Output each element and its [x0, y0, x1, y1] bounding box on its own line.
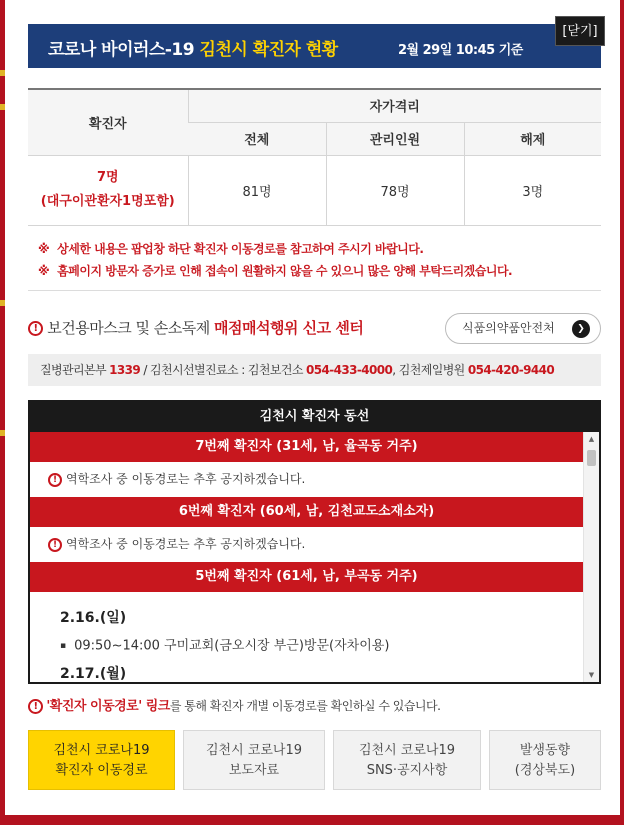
route-link-note: [28, 695, 440, 714]
hospital-label: , 김천제일병원: [392, 363, 468, 377]
title-highlight: 김천시 확진자 현황: [199, 40, 338, 60]
case-header[interactable]: 6번째 확진자 (60세, 남, 김천교도소재소자): [30, 497, 583, 527]
scrollbar-thumb[interactable]: [587, 450, 596, 466]
route-scrollbar[interactable]: [583, 432, 599, 682]
sns-notice-button[interactable]: [333, 730, 481, 790]
contact-numbers: [28, 354, 601, 386]
case-note-text: 역학조사 중 이동경로는 추후 공지하겠습니다.: [66, 472, 306, 486]
self-quarantine-header: 자가격리: [188, 89, 601, 122]
covid-status-popup: [8, 4, 616, 814]
scroll-down-icon[interactable]: ▼: [588, 671, 595, 679]
background-edge-left: [0, 0, 5, 825]
route-link-text: 를 통해 확진자 개별 이동경로를 확인하실 수 있습니다.: [169, 699, 441, 713]
mfds-link-button[interactable]: [445, 313, 601, 344]
route-link-button[interactable]: [28, 730, 175, 790]
popup-title: [48, 35, 338, 60]
button-line1: 김천시 코로나19: [53, 743, 150, 758]
notice-text: 홈페이지 방문자 증가로 인해 접속이 원활하지 않을 수 있으니 많은 양해 부탁드리겠습니다.: [57, 264, 513, 278]
quick-link-buttons: [28, 730, 601, 790]
alert-circle-icon: !: [48, 538, 62, 552]
title-bar: [28, 24, 601, 68]
alert-circle-icon: !: [28, 699, 43, 714]
route-day: 2.17.(월): [60, 666, 127, 682]
report-center-title: [28, 317, 363, 338]
clinic-number: 054-433-4000: [306, 363, 393, 377]
col-total-header: 전체: [188, 122, 326, 155]
route-visit: [30, 632, 583, 660]
bullet-dot: ▪: [60, 641, 67, 651]
chevron-right-icon: ❯: [572, 320, 590, 338]
route-panel: [28, 400, 601, 684]
notice-item: [38, 260, 598, 282]
case-header[interactable]: 7번째 확진자 (31세, 남, 율곡동 거주): [30, 432, 583, 462]
button-line1: 발생동향: [519, 743, 571, 758]
kcdc-label: 질병관리본부: [40, 363, 110, 377]
button-line2: 확진자 이동경로: [55, 763, 148, 778]
alert-circle-icon: !: [28, 321, 43, 336]
background-mark: [0, 300, 5, 306]
mfds-button-label: 식품의약품안전처: [462, 321, 555, 335]
route-day: 2.16.(일): [60, 610, 127, 626]
background-mark: [0, 70, 5, 76]
notice-item: [38, 238, 598, 260]
close-button[interactable]: [닫기]: [555, 16, 605, 46]
button-line2: 보도자료: [228, 763, 280, 778]
col-managed-header: 관리인원: [326, 122, 464, 155]
managed-value: 78명: [326, 155, 464, 225]
route-panel-title: 김천시 확진자 동선: [30, 402, 599, 432]
background-edge-right: [620, 0, 624, 825]
gyeongbuk-trend-button[interactable]: [489, 730, 601, 790]
report-center-row: [28, 313, 601, 345]
button-line2: (경상북도): [514, 763, 576, 778]
report-prefix: 보건용마스크 및 손소독제: [47, 319, 214, 337]
total-value: 81명: [188, 155, 326, 225]
col-released-header: 해제: [464, 122, 601, 155]
confirmed-header: 확진자: [28, 89, 188, 155]
button-line1: 김천시 코로나19: [358, 743, 456, 758]
case-note-text: 역학조사 중 이동경로는 추후 공지하겠습니다.: [66, 537, 306, 551]
case-note: [30, 462, 583, 497]
background-mark: [0, 430, 5, 436]
button-line1: 김천시 코로나19: [205, 743, 303, 758]
notice-text: 상세한 내용은 팝업창 하단 확진자 이동경로를 참고하여 주시기 바랍니다.: [57, 242, 424, 256]
press-release-button[interactable]: [183, 730, 325, 790]
confirmed-cell: [28, 155, 188, 225]
route-link-highlight: '확진자 이동경로' 링크: [46, 699, 170, 714]
confirmed-count: 7명: [96, 170, 119, 185]
title-prefix: 코로나 바이러스-19: [48, 40, 200, 60]
divider: [28, 290, 601, 291]
background-mark: [0, 104, 5, 110]
notice-bullet: ※: [38, 264, 50, 278]
route-scroll-area[interactable]: [30, 432, 583, 682]
stats-table: [28, 88, 601, 226]
route-visit-text: 09:50~14:00 구미교회(금오시장 부근)방문(자차이용): [74, 638, 390, 654]
notice-bullet: ※: [38, 242, 50, 256]
released-value: 3명: [464, 155, 601, 225]
clinic-label: / 김천시선별진료소 : 김천보건소: [140, 363, 307, 377]
case-header[interactable]: 5번째 확진자 (61세, 남, 부곡동 거주): [30, 562, 583, 592]
hospital-number: 054-420-9440: [467, 363, 555, 377]
report-highlight: 매점매석행위 신고 센터: [213, 319, 364, 337]
alert-circle-icon: !: [48, 473, 62, 487]
scroll-up-icon[interactable]: ▲: [588, 435, 595, 443]
kcdc-number: 1339: [109, 363, 141, 377]
background-edge-bottom: [0, 815, 624, 825]
confirmed-note: (대구이관환자1명포함): [40, 194, 175, 209]
button-line2: SNS·공지사항: [366, 763, 448, 778]
status-date: 2월 29일 10:45 기준: [398, 43, 523, 58]
case-note: [30, 527, 583, 562]
notice-list: [38, 238, 598, 282]
